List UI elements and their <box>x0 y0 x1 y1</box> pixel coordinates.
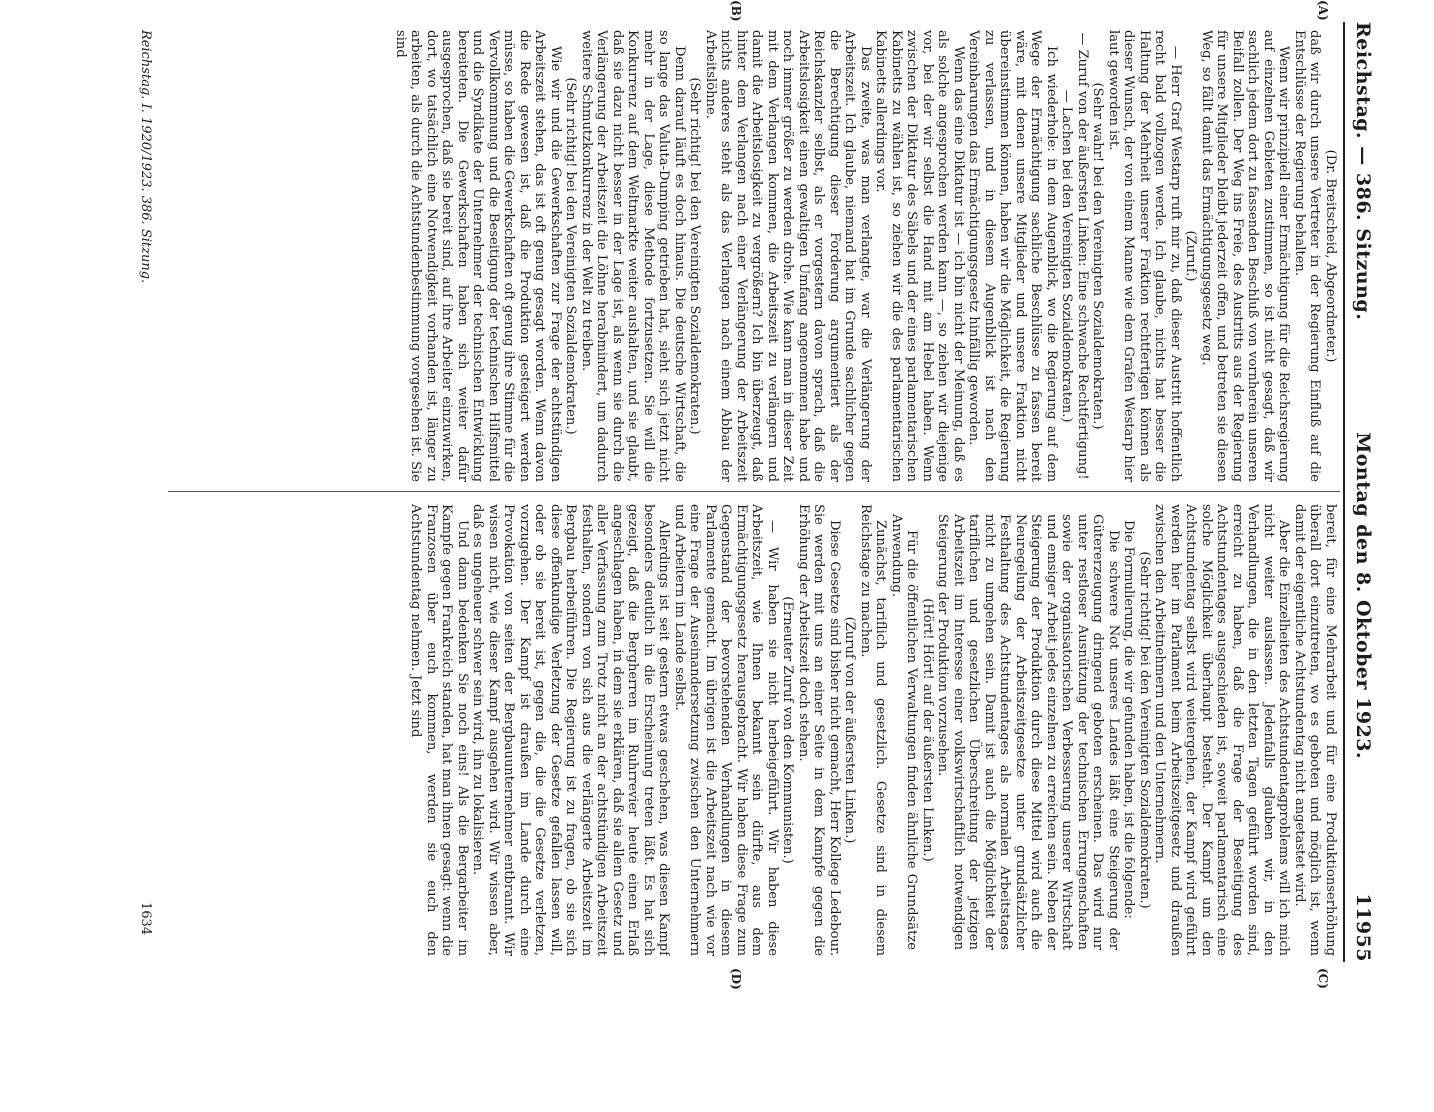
rotated-page <box>58 0 1378 990</box>
paragraph: daß wir durch unsere Vertreter in der Regierung Einfluß auf die Entschlüsse der Regierung behalten. <box>1292 30 1323 482</box>
paragraph: Allerdings ist seit gestern etwas geschehen, was diesen Kampf besonders deutlich in die Erscheinung treten läßt. Es hat sich gezeigt, daß die Bergherren im Ruhrrevier heute einen Erlaß angeschlagen haben, in dem sie erklären, daß sie allem Gesetz und aller Verfassung zum Trotz nicht an der achtstündigen Arbeitszeit festhalten, sondern von sich aus die verlängerte Arbeitszeit im Bergbau herbeiführen. Die Regierung ist zu fragen, ob sie sich diese offenkundige Verletzung der Gesetze gefallen lassen will, oder ob sie bereit ist, gegen die, die die Gesetze verletzen, vorzugehen. Der Kampf ist draußen im Lande durch eine Provokation von seiten der Bergbauunternehmer entbrannt. Wir wissen nicht, wie dieser Kampf ausgehen wird. Wir wissen aber, daß es ungeheuer schwer sein wird, ihn zu lokalisieren. <box>470 504 672 956</box>
paragraph: — Wir haben sie nicht herbeigeführt. Wir haben diese Arbeitszeit, wie Ihnen bekannt sein dürfte, aus dem Ermächtigungsgesetz herausgebracht. Wir haben diese Frage zum Gegenstand der bevorstehenden Verhandlungen in diesem Parlamente gemacht. Im übrigen ist die Arbeitszeit nach wie vor eine Frage der Auseinandersetzung zwischen den Unternehmern und Arbeitern im Lande selbst. <box>672 504 780 956</box>
paragraph: Aber die Einzelheiten des Achtstundentagproblems will ich mich nicht weiter auslassen. Jedenfalls glauben wir, in den Verhandlungen, die in den letzten Tagen geführt worden sind, erreicht zu haben, daß die Frage der Beseitigung des Achtstundentages ausgeschieden ist, soweit parlamentarisch eine solche Möglichkeit überhaupt besteht. Der Kampf um den Achtstundentag selbst wird weitergehen, der Kampf wird geführt werden hier im Parlament beim Arbeitszeitgesetz und draußen zwischen den Arbeitnehmern und den Unternehmern. <box>1152 504 1292 956</box>
speaker-note: (Dr. Breitscheid, Abgeordneter.) <box>1323 149 1338 363</box>
page-header <box>1348 22 1378 962</box>
paragraph: Die Formulierung, die wir gefunden haben, ist die folgende: <box>1121 520 1137 919</box>
quoted-formulation: Für die öffentlichen Verwaltungen finden ähnliche Grundsätze Anwendung. <box>889 514 920 950</box>
right-column <box>166 504 1338 956</box>
quoted-formulation: Die schwere Not unseres Landes läßt eine Steigerung der Gütererzeugung dringend geboten erscheinen. Das wird nur unter restloser Ausnützung der technischen Errungenschaften sowie der organisatorischen Verbesserung unserer Wirtschaft und emsiger Arbeit jedes einzelnen zu erreichen sein. Neben der Steigerung der Produktion durch diese Mittel wird auch die Neuregelung der Arbeitszeitgesetze unter grundsätzlicher Festhaltung des Achtstundentages als normalen Arbeitstages nicht zu umgehen sein. Damit ist auch die Möglichkeit der tariflichen und gesetzlichen Überschreitung der jetzigen Arbeitszeit im Interesse einer volkswirtschaftlich notwendigen Steigerung der Produktion vorzusehen. <box>935 514 1121 950</box>
interjection: — Zuruf von der äußersten Linken: Eine schwache Rechtfertigung! — Lachen bei den Vereinigten Sozialdemokraten.) <box>1059 32 1090 480</box>
margin-marker-a: (A) <box>1316 0 1330 21</box>
interjection: (Hört! Hört! auf der äußersten Linken.) <box>920 598 935 862</box>
interjection: (Sehr richtig! bei den Vereinigten Sozialdemokraten.) <box>1137 551 1152 909</box>
header-date: Montag den 8. Oktober 1923. <box>1352 432 1374 760</box>
margin-marker-c: (C) <box>1316 968 1330 989</box>
paragraph: Und dann bedenken Sie noch eins! Als die Bergarbeiter im Kampfe gegen Frankreich standen, hat man ihnen gesagt: wenn die Franzosen über euch kommen, werden sie euch den Achtstundentag nehmen. Jetzt sind <box>408 504 470 956</box>
paragraph: Das zweite, was man verlangte, war die Verlängerung der Arbeitszeit. Ich glaube, niemand hat im Grunde sachlicher gegen die Berechtigung dieser Forderung argumentiert als der Reichskanzler selbst, als er vorgestern davon sprach, daß die Arbeitslosigkeit einen gewaltigen Umfang angenommen habe und noch immer größer zu werden drohe. Wie kann man in dieser Zeit mit dem Verlangen kommen, die Arbeitszeit zu verlängern und damit die Arbeitslosigkeit zu vergrößern? Ich bin überzeugt, daß hinter dem Verlangen nach einer Verlängerung der Arbeitszeit nichts anderes steht als das Verlangen nach einem Abbau der Arbeitslöhne. <box>703 30 873 482</box>
paragraph: Denn darauf läuft es doch hinaus. Die deutsche Wirtschaft, die so lange das Valuta-Dumping getrieben hat, sieht sich jetzt nicht mehr in der Lage, diese Methode fortzusetzen. Sie will die Konkurrenz auf dem Weltmarkte weiter aushalten, und sie glaubt, daß sie dazu nicht besser in der Lage ist, als wenn sie durch die Verlängerung der Arbeitszeit die Löhne herabmindert, um dadurch weitere Schmutzkonkurrenz in der Welt zu treiben. <box>579 30 687 482</box>
footer-citation: Reichstag. I. 1920/1923. 386. Sitzung. <box>138 30 153 284</box>
digitization-credit <box>0 112 2 1112</box>
interjection: (Sehr richtig! bei den Vereinigten Sozialdemokraten.) <box>563 77 579 435</box>
interjection: (Sehr wahr! bei den Vereinigten Sozialdemokraten.) <box>1090 82 1106 430</box>
margin-marker-b: (B) <box>729 0 743 22</box>
header-right <box>1352 432 1374 962</box>
margin-marker-d: (D) <box>729 968 743 990</box>
footer-number: 1634 <box>138 902 153 936</box>
paragraph: Diese Gesetze sind bisher nicht gemacht, Herr Kollege Ledebour. Sie werden mit uns an einer Seite in dem Kampfe gegen die Erhöhung der Arbeitszeit doch stehen. <box>796 504 842 956</box>
interjection: (Erneuter Zuruf von den Kommunisten.) <box>780 596 796 864</box>
left-column <box>166 30 1338 482</box>
header-left: Reichstag. — 386. Sitzung. <box>1352 22 1374 321</box>
paragraph: Wenn wir prinzipiell einer Ermächtigung für die Reichsregierung auf einzelnen Gebieten zustimmen, so ist nicht gesagt, daß wir sachlich jedem dort zu fassenden Beschluß von vornherein unseren Beifall zollen. Der Weg ins Freie, des Austritts aus der Regierung für unsere Mitglieder bleibt jederzeit offen, und betreten sie diesen Weg, so fällt damit das Ermächtigungsgesetz weg. <box>1199 30 1292 482</box>
interjection: (Zuruf.) <box>1183 230 1199 282</box>
paragraph: Zunächst, tariflich und gesetzlich. Gesetze sind in diesem Reichstage zu machen. <box>858 504 889 956</box>
paragraph: — Herr Graf Westarp ruft mir zu, daß dieser Austritt hoffentlich recht bald vollzogen werde. Ich glaube, nichts hat besser die Haltung der Mehrheit unserer Fraktion rechtfertigen können als dieser Wunsch, der von einem Manne wie dem Grafen Westarp hier laut geworden ist. <box>1106 30 1183 482</box>
paragraph: Ich wiederhole: in dem Augenblick, wo die Regierung auf dem Wege der Ermächtigung sachliche Beschlüsse zu fassen bereit wäre, mit denen unsere Mitglieder und unsere Fraktion nicht übereinstimmen können, haben wir die Möglichkeit, die Regierung zu verlassen, und in diesem Augenblick ist nach den Vereinbarungen das Ermächtigungsgesetz hinfällig geworden. <box>966 30 1059 482</box>
paragraph: Wenn das eine Diktatur ist — ich bin nicht der Meinung, daß es als solche angesprochen werden kann —, so ziehen wir diejenige vor, bei der wir selbst die Hand mit am Hebel haben. Wenn zwischen der Diktatur des Säbels und der eines parlamentarischen Kabinetts zu wählen ist, so ziehen wir die des parlamentarischen Kabinetts allerdings vor. <box>873 30 966 482</box>
header-rule <box>1343 22 1345 962</box>
paragraph: bereit, für eine Mehrarbeit und für eine Produktionserhöhung überall dort einzutreten, wo es geboten und möglich ist, wenn damit der eigentliche Achtstundentag nicht angetastet wird. <box>1292 504 1338 956</box>
interjection: (Sehr richtig! bei den Vereinigten Sozialdemokraten.) <box>687 77 703 435</box>
interjection: (Zuruf von der äußersten Linken.) <box>842 616 858 844</box>
page-number: 11955 <box>1352 893 1374 962</box>
paragraph: Wie wir und die Gewerkschaften zur Frage der achtstündigen Arbeitszeit stehen, das ist oft genug gesagt worden. Wenn davon die Rede gewesen ist, daß die Produktion gesteigert werden müsse, so haben die Gewerkschaften oft genug ihre Stimme für die Vervollkommnung und die Beseitigung der technischen Hilfsmittel und die Syndikate der Unternehmer der technischen Entwicklung bereiteten. Die Gewerkschaften haben sich weiter dafür ausgesprochen, daß sie bereit sind, auf ihre Arbeiter einzuwirken, dort, wo tatsächlich eine Notwendigkeit vorhanden ist, länger zu arbeiten, als durch die Achtstundenbestimmung vorgesehen ist. Sie sind <box>393 30 563 482</box>
column-divider <box>168 491 1340 492</box>
